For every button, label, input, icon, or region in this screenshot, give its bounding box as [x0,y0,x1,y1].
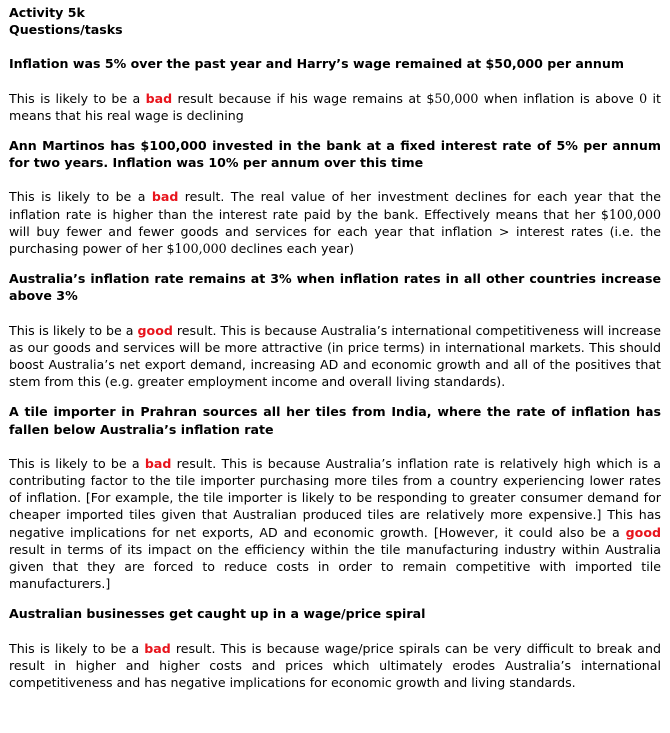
verdict-4: bad [144,455,172,471]
verdict-4b: good [625,524,661,540]
question-4: A tile importer in Prahran sources all her tiles from India, where the rate of inflation has fallen below Australia’s inflation rate [9,404,661,437]
answer-2: This is likely to be a bad result. The real value of her investment declines for each year that the inflation rate is higher than the interest rate paid by the bank. Effectively means that her $100,000 will buy fewer and fewer goods and services for each year that inflation > interest rates (i.e. the purchasing power of her $100,000 declines each year) [9,189,661,257]
verdict-1: bad [145,90,173,106]
answer-3: This is likely to be a good result. This is because Australia’s international competitiveness will increase as our goods and services will be more attractive (in price terms) in international markets. This should boost Australia’s net export demand, increasing AD and economic growth and all of the positives that stem from this (e.g. greater employment income and overall living standards). [9,322,661,390]
activity-title: Activity 5k [9,5,85,20]
question-3: Australia’s inflation rate remains at 3% when inflation rates in all other countries increase above 3% [9,271,661,304]
question-2: Ann Martinos has $100,000 invested in the bank at a fixed interest rate of 5% per annum for two years. Inflation was 10% per annum over this time [9,138,661,171]
verdict-3: good [137,322,173,338]
answer-4: This is likely to be a bad result. This is because Australia’s inflation rate is relatively high which is a contributing factor to the tile importer purchasing more tiles from a country experiencing lower rates of inflation. [For example, the tile importer is likely to be responding to greater consumer demand for cheaper imported tiles given that Australian produced tiles are relatively more expensive.] This has negative implications for net exports, AD and economic growth. [However, it could also be a good result in terms of its impact on the efficiency within the tile manufacturing industry within Australia given that they are forced to reduce costs in order to remain competitive with imported tile manufacturers.] [9,455,661,592]
verdict-5: bad [144,640,171,656]
activity-subtitle: Questions/tasks [9,22,123,38]
question-5: Australian businesses get caught up in a wage/price spiral [9,606,426,622]
answer-5: This is likely to be a bad result. This is because wage/price spirals can be very difficult to break and result in higher and higher costs and prices which ultimately erodes Australia’s international competitiveness and has negative implications for economic growth and living standards. [9,640,661,691]
question-1: Inflation was 5% over the past year and Harry’s wage remained at $50,000 per annum [9,56,624,72]
verdict-2: bad [151,189,179,205]
answer-1: This is likely to be a bad result because if his wage remains at $50,000 when inflation is above 0 it means that his real wage is declining [9,90,661,123]
